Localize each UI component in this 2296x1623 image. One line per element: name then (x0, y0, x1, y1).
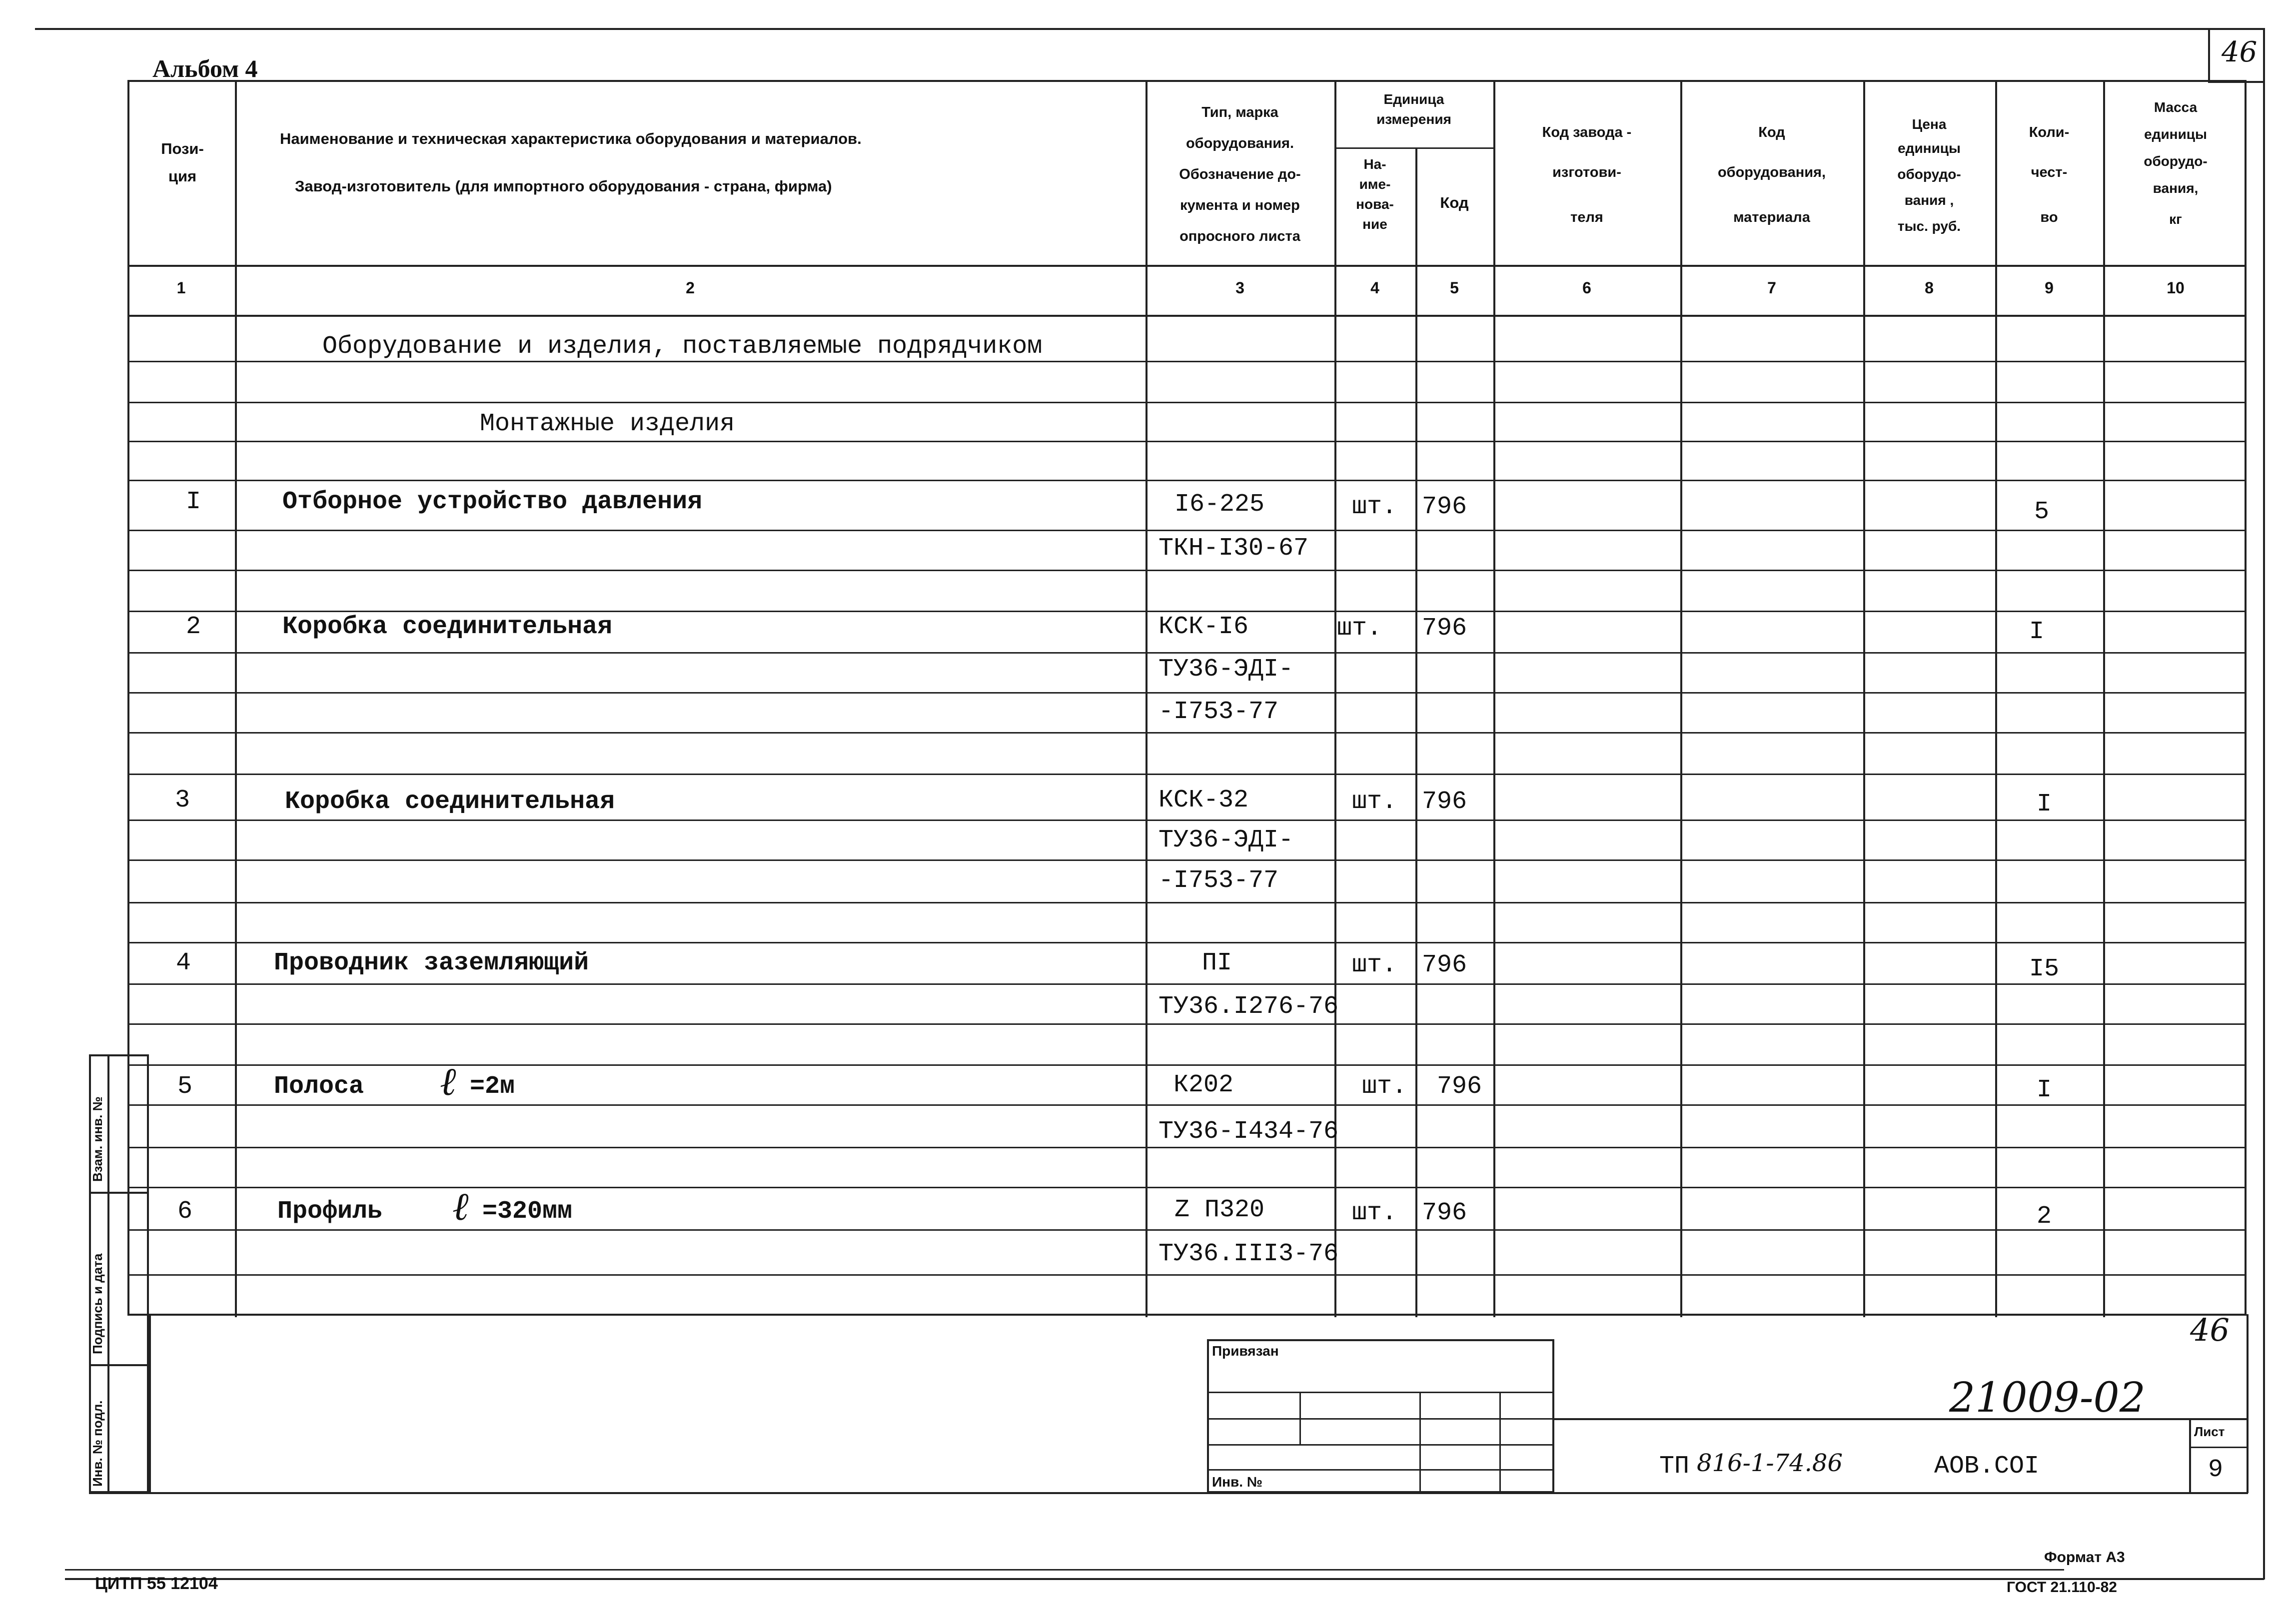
row-line (127, 774, 2247, 775)
row4-code: 796 (1422, 951, 1467, 979)
row5-length: =2м (470, 1072, 515, 1101)
colnum-bottom-line (127, 315, 2247, 317)
privyazan-line-1 (1207, 1392, 1554, 1393)
hdr-name-1: Наименование и техническая характеристика оборудования и материалов. (280, 130, 862, 147)
row-line (127, 692, 2247, 694)
list-label-line (2189, 1447, 2248, 1448)
hdr-price-4: вания , (1904, 192, 1954, 208)
hdr-maker-1: Код завода - (1542, 124, 1632, 140)
header-bottom-line (127, 265, 2247, 267)
col-line-8 (1995, 80, 1997, 1317)
row1-unit: шт. (1352, 493, 1397, 521)
row-line (127, 652, 2247, 654)
handwritten-sheet-46: 46 (2190, 1312, 2230, 1348)
row2-name: Коробка соединительная (282, 613, 613, 641)
privyazan-col-2 (1419, 1392, 1421, 1493)
row5-name: Полоса (274, 1072, 364, 1101)
colnum-5: 5 (1450, 279, 1459, 297)
section-title-contractor: Оборудование и изделия, поставляемые подрядчиком (322, 332, 1043, 361)
hdr-price-5: тыс. руб. (1897, 218, 1961, 234)
row3-doc-2: -I753-77 (1158, 866, 1279, 895)
row4-type: ПI (1202, 949, 1232, 977)
row-line (127, 819, 2247, 821)
footer-left-code: ЦИТП 55 12104 (95, 1574, 218, 1593)
hdr-unit-name-4: ние (1362, 216, 1387, 232)
side-strip-line-1 (89, 1192, 149, 1194)
hdr-mass-1: Масса (2154, 99, 2198, 115)
right-border (2263, 28, 2265, 1580)
row6-code: 796 (1422, 1199, 1467, 1227)
side-label-signature-date: Подпись и дата (90, 1253, 105, 1354)
footer-format: Формат А3 (2044, 1549, 2125, 1566)
row3-name: Коробка соединительная (285, 788, 615, 816)
tp-number: 816-1-74.86 (1697, 1449, 1843, 1477)
row6-name: Профиль (277, 1197, 383, 1226)
inv-no-label: Инв. № (1212, 1474, 1263, 1490)
hdr-equip-code-1: Код (1758, 124, 1785, 140)
row3-code: 796 (1422, 788, 1467, 816)
hdr-unit-name-1: На- (1363, 156, 1386, 172)
side-strip-divider (107, 1054, 109, 1493)
side-label-replace-inv: Взам. инв. № (90, 1096, 105, 1182)
top-border (35, 28, 2264, 30)
colnum-6: 6 (1582, 279, 1591, 297)
row6-position: 6 (177, 1197, 193, 1226)
row-line (127, 732, 2247, 734)
hdr-type-1: Тип, марка (1201, 104, 1278, 120)
document-number: 21009-02 (1949, 1374, 2146, 1422)
colnum-3: 3 (1235, 279, 1244, 297)
row2-qty: I (2029, 618, 2045, 646)
row-line (127, 1274, 2247, 1276)
footer-gost: ГОСТ 21.110-82 (2007, 1579, 2117, 1596)
row5-code: 796 (1437, 1072, 1482, 1101)
colnum-4: 4 (1370, 279, 1379, 297)
row3-doc-1: ТУ36-ЭДI- (1158, 826, 1294, 854)
row2-doc-1: ТУ36-ЭДI- (1158, 655, 1294, 684)
hdr-unit-name-3: нова- (1356, 196, 1394, 212)
hdr-position-2: ция (168, 167, 197, 185)
hdr-maker-3: теля (1570, 209, 1603, 225)
row3-unit: шт. (1352, 788, 1397, 816)
row6-type: Z П320 (1174, 1196, 1265, 1224)
privyazan-label: Привязан (1212, 1343, 1279, 1359)
hdr-unit-name-2: име- (1359, 176, 1391, 192)
row3-qty: I (2037, 790, 2052, 818)
colnum-7: 7 (1767, 279, 1776, 297)
row1-code: 796 (1422, 493, 1467, 521)
list-label: Лист (2194, 1424, 2225, 1439)
side-strip-line-2 (89, 1364, 149, 1366)
hdr-maker-2: изготови- (1552, 164, 1621, 180)
unit-sub-line (1334, 147, 1493, 149)
colnum-2: 2 (686, 279, 695, 297)
row6-doc: ТУ36.III3-76 (1158, 1240, 1339, 1268)
row5-doc: ТУ36-I434-76 (1158, 1117, 1339, 1146)
hdr-price-3: оборудо- (1897, 166, 1961, 182)
col-line-1 (235, 80, 237, 1317)
row3-position: 3 (175, 786, 190, 814)
col-line-9 (2103, 80, 2105, 1317)
hdr-price-2: единицы (1898, 140, 1961, 156)
tp-prefix: ТП (1659, 1452, 1690, 1481)
row5-unit: шт. (1362, 1072, 1407, 1101)
hdr-equip-code-2: оборудования, (1717, 164, 1826, 180)
lower-bottom-line (89, 1492, 2248, 1494)
row5-type: К202 (1173, 1071, 1234, 1099)
privyazan-line-2 (1207, 1418, 1554, 1420)
hdr-position-1: Пози- (161, 140, 204, 157)
hdr-qty-2: чест- (2031, 164, 2068, 180)
doc-code: АОВ.СОI (1934, 1452, 2040, 1481)
list-col-line (2189, 1418, 2191, 1493)
row5-position: 5 (177, 1072, 193, 1101)
row-line (127, 530, 2247, 531)
row6-qty: 2 (2037, 1202, 2052, 1231)
col-line-5 (1493, 80, 1495, 1317)
side-label-original-inv: Инв. № подл. (90, 1400, 105, 1487)
row-line (127, 480, 2247, 481)
row6-unit: шт. (1352, 1199, 1397, 1227)
row-line (127, 1147, 2247, 1148)
hdr-name-2: Завод-изготовитель (для импортного оборудования - страна, фирма) (295, 177, 832, 195)
row-line (127, 441, 2247, 442)
row6-length: =320мм (482, 1197, 573, 1226)
corner-sheet-number: 46 (2222, 36, 2258, 68)
hdr-qty-3: во (2040, 209, 2058, 225)
row2-unit: шт. (1337, 614, 1382, 643)
bottom-border (65, 1578, 2264, 1580)
row-line (127, 942, 2247, 943)
list-number: 9 (2208, 1456, 2224, 1484)
row1-name: Отборное устройство давления (282, 488, 703, 516)
hdr-type-4: кумента и номер (1180, 197, 1300, 213)
row2-code: 796 (1422, 614, 1467, 643)
row4-name: Проводник заземляющий (274, 949, 589, 977)
row5-length-symbol: ℓ (440, 1059, 456, 1104)
row2-position: 2 (186, 613, 201, 641)
colnum-9: 9 (2045, 279, 2054, 297)
colnum-1: 1 (176, 279, 186, 297)
hdr-qty-1: Коли- (2029, 124, 2070, 140)
lower-right-line (2247, 1314, 2249, 1493)
row-line (127, 361, 2247, 362)
col-line-7 (1863, 80, 1865, 1317)
colnum-10: 10 (2167, 279, 2185, 297)
row6-length-symbol: ℓ (452, 1184, 469, 1229)
row4-doc: ТУ36.I276-76 (1158, 992, 1339, 1021)
hdr-unit-2: измерения (1376, 111, 1451, 127)
privyazan-col-1 (1299, 1392, 1301, 1444)
privyazan-col-3 (1499, 1392, 1501, 1493)
row-line (127, 1104, 2247, 1106)
row-line (127, 983, 2247, 985)
hdr-mass-3: оборудо- (2144, 153, 2208, 169)
privyazan-line-4 (1207, 1469, 1554, 1471)
row3-type: КСК-32 (1158, 786, 1249, 814)
row-line (127, 1187, 2247, 1188)
col-line-6 (1680, 80, 1682, 1317)
row-line (127, 570, 2247, 571)
row-line (127, 402, 2247, 403)
hdr-unit-1: Единица (1383, 91, 1444, 107)
row-line (127, 1229, 2247, 1231)
hdr-equip-code-3: материала (1733, 209, 1810, 225)
hdr-type-3: Обозначение до- (1179, 166, 1301, 182)
row5-qty: I (2037, 1076, 2052, 1104)
hdr-unit-code: Код (1440, 194, 1469, 211)
row-line (127, 1023, 2247, 1025)
row1-doc: ТКН-I30-67 (1158, 534, 1309, 563)
row4-qty: I5 (2029, 955, 2060, 983)
album-label: Альбом 4 (152, 54, 258, 82)
row2-type: КСК-I6 (1158, 613, 1249, 641)
row1-type: I6-225 (1174, 490, 1265, 519)
privyazan-line-3 (1207, 1444, 1554, 1446)
row-line (127, 902, 2247, 903)
hdr-mass-4: вания, (2153, 180, 2199, 196)
hdr-mass-5: кг (2169, 211, 2182, 227)
row4-unit: шт. (1352, 951, 1397, 979)
row2-doc-2: -I753-77 (1158, 698, 1279, 726)
hdr-type-5: опросного листа (1179, 228, 1300, 244)
row1-qty: 5 (2034, 498, 2050, 526)
colnum-8: 8 (1925, 279, 1934, 297)
section-title-mounting: Монтажные изделия (480, 410, 735, 438)
row-line (127, 859, 2247, 861)
row4-position: 4 (176, 949, 191, 977)
row1-position: I (186, 488, 201, 516)
hdr-price-1: Цена (1912, 116, 1947, 132)
hdr-mass-2: единицы (2144, 126, 2207, 142)
lower-left-line (149, 1314, 151, 1493)
col-line-2 (1146, 80, 1148, 1317)
footer-line (65, 1569, 2064, 1571)
hdr-type-2: оборудования. (1185, 135, 1294, 151)
